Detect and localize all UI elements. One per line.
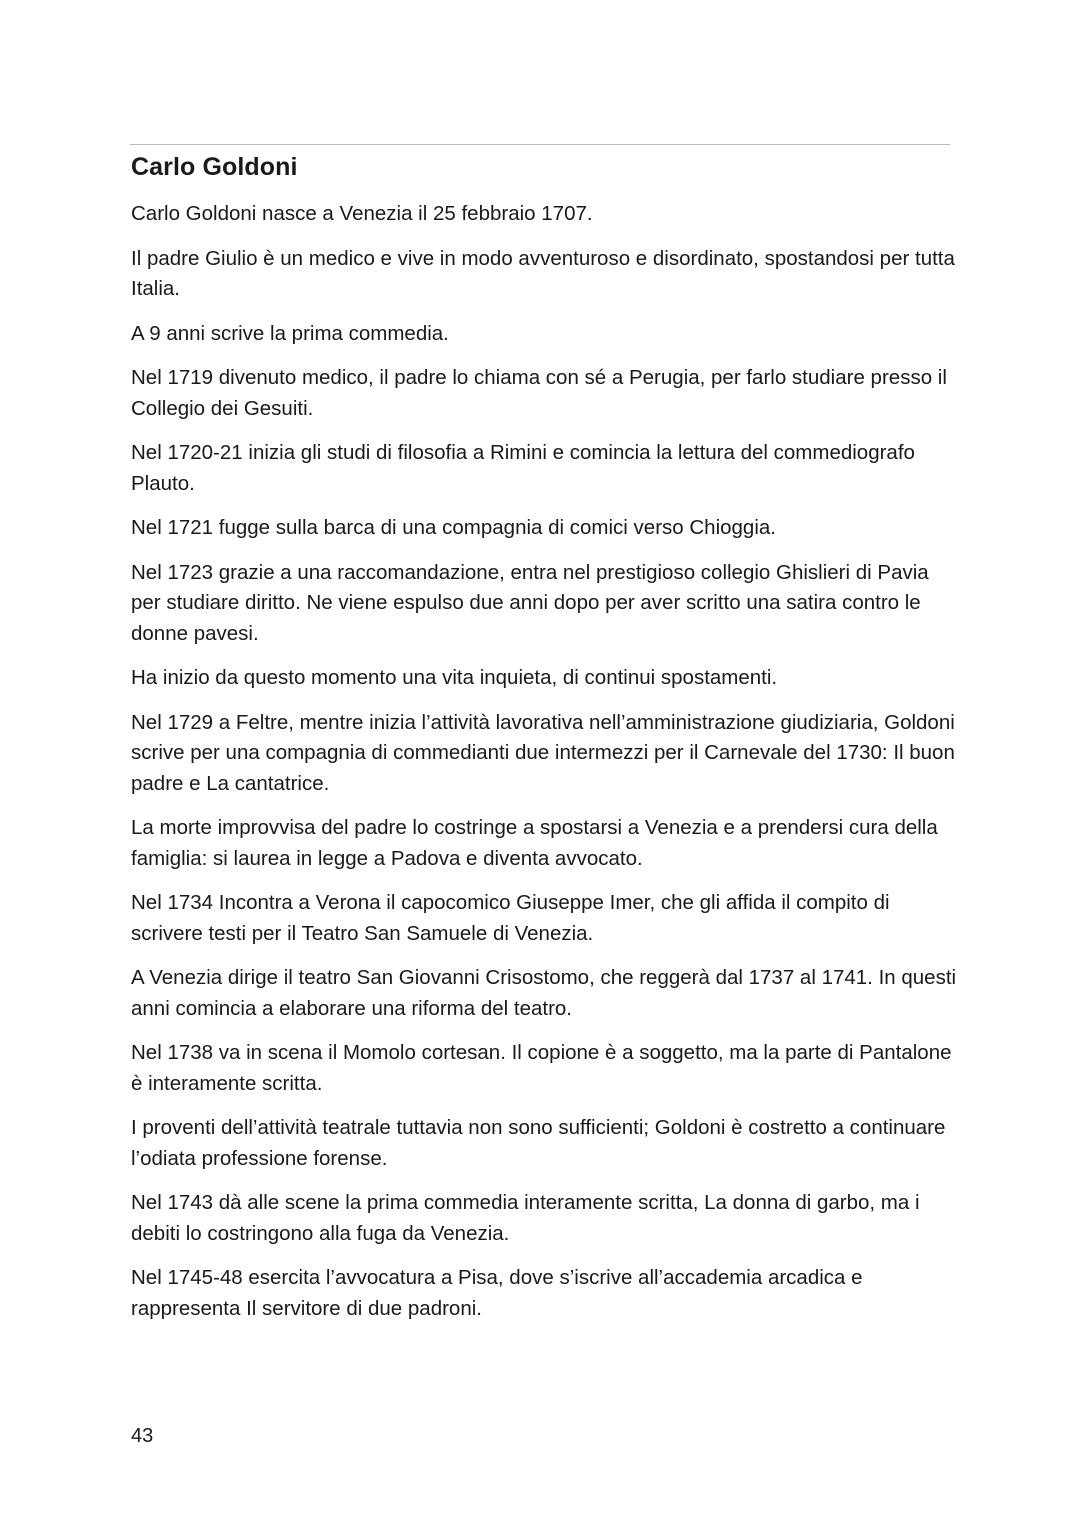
page-title: Carlo Goldoni	[131, 153, 298, 181]
paragraph: Ha inizio da questo momento una vita inquieta, di continui spostamenti.	[131, 666, 778, 689]
paragraph: Nel 1719 divenuto medico, il padre lo chiama con sé a Perugia, per farlo studiare presso il Collegio dei Gesuiti.	[131, 366, 947, 420]
paragraph: Nel 1720-21 inizia gli studi di filosofia a Rimini e comincia la lettura del commediografo Plauto.	[131, 441, 915, 495]
paragraph: Nel 1734 Incontra a Verona il capocomico Giuseppe Imer, che gli affida il compito di scrivere testi per il Teatro San Samuele di Venezia.	[131, 891, 890, 945]
paragraph: Nel 1721 fugge sulla barca di una compagnia di comici verso Chioggia.	[131, 516, 776, 539]
paragraph: A 9 anni scrive la prima commedia.	[131, 321, 449, 345]
paragraph: I proventi dell’attività teatrale tuttavia non sono sufficienti; Goldoni è costretto a continuare l’odiata professione forense.	[131, 1116, 946, 1170]
paragraph: A Venezia dirige il teatro San Giovanni Crisostomo, che reggerà dal 1737 al 1741. In questi anni comincia a elaborare una riforma del teatro.	[131, 966, 957, 1020]
paragraph: Carlo Goldoni nasce a Venezia il 25 febbraio 1707.	[131, 202, 593, 225]
page-number: 43	[131, 1425, 154, 1447]
paragraph: Il padre Giulio è un medico e vive in modo avventuroso e disordinato, spostandosi per tutta Italia.	[131, 246, 955, 300]
paragraph: Nel 1729 a Feltre, mentre inizia l’attività lavorativa nell’amministrazione giudiziaria, Goldoni scrive per una compagnia di commedianti due intermezzi per il Carnevale del 1730: Il buon padre e La cantatrice.	[131, 710, 955, 795]
paragraph: La morte improvvisa del padre lo costringe a spostarsi a Venezia e a prendersi cura della famiglia: si laurea in legge a Padova e diventa avvocato.	[131, 816, 938, 870]
paragraph: Nel 1723 grazie a una raccomandazione, entra nel prestigioso collegio Ghislieri di Pavia per studiare diritto. Ne viene espulso due anni dopo per aver scritto una satira contro le donne pavesi.	[131, 560, 929, 645]
paragraph: Nel 1743 dà alle scene la prima commedia interamente scritta, La donna di garbo, ma i debiti lo costringono alla fuga da Venezia.	[131, 1191, 920, 1245]
document-body	[131, 199, 961, 1338]
top-divider	[130, 144, 950, 145]
paragraph: Nel 1745-48 esercita l’avvocatura a Pisa, dove s’iscrive all’accademia arcadica e rappresenta Il servitore di due padroni.	[131, 1266, 863, 1320]
paragraph: Nel 1738 va in scena il Momolo cortesan. Il copione è a soggetto, ma la parte di Pantalone è interamente scritta.	[131, 1041, 952, 1095]
